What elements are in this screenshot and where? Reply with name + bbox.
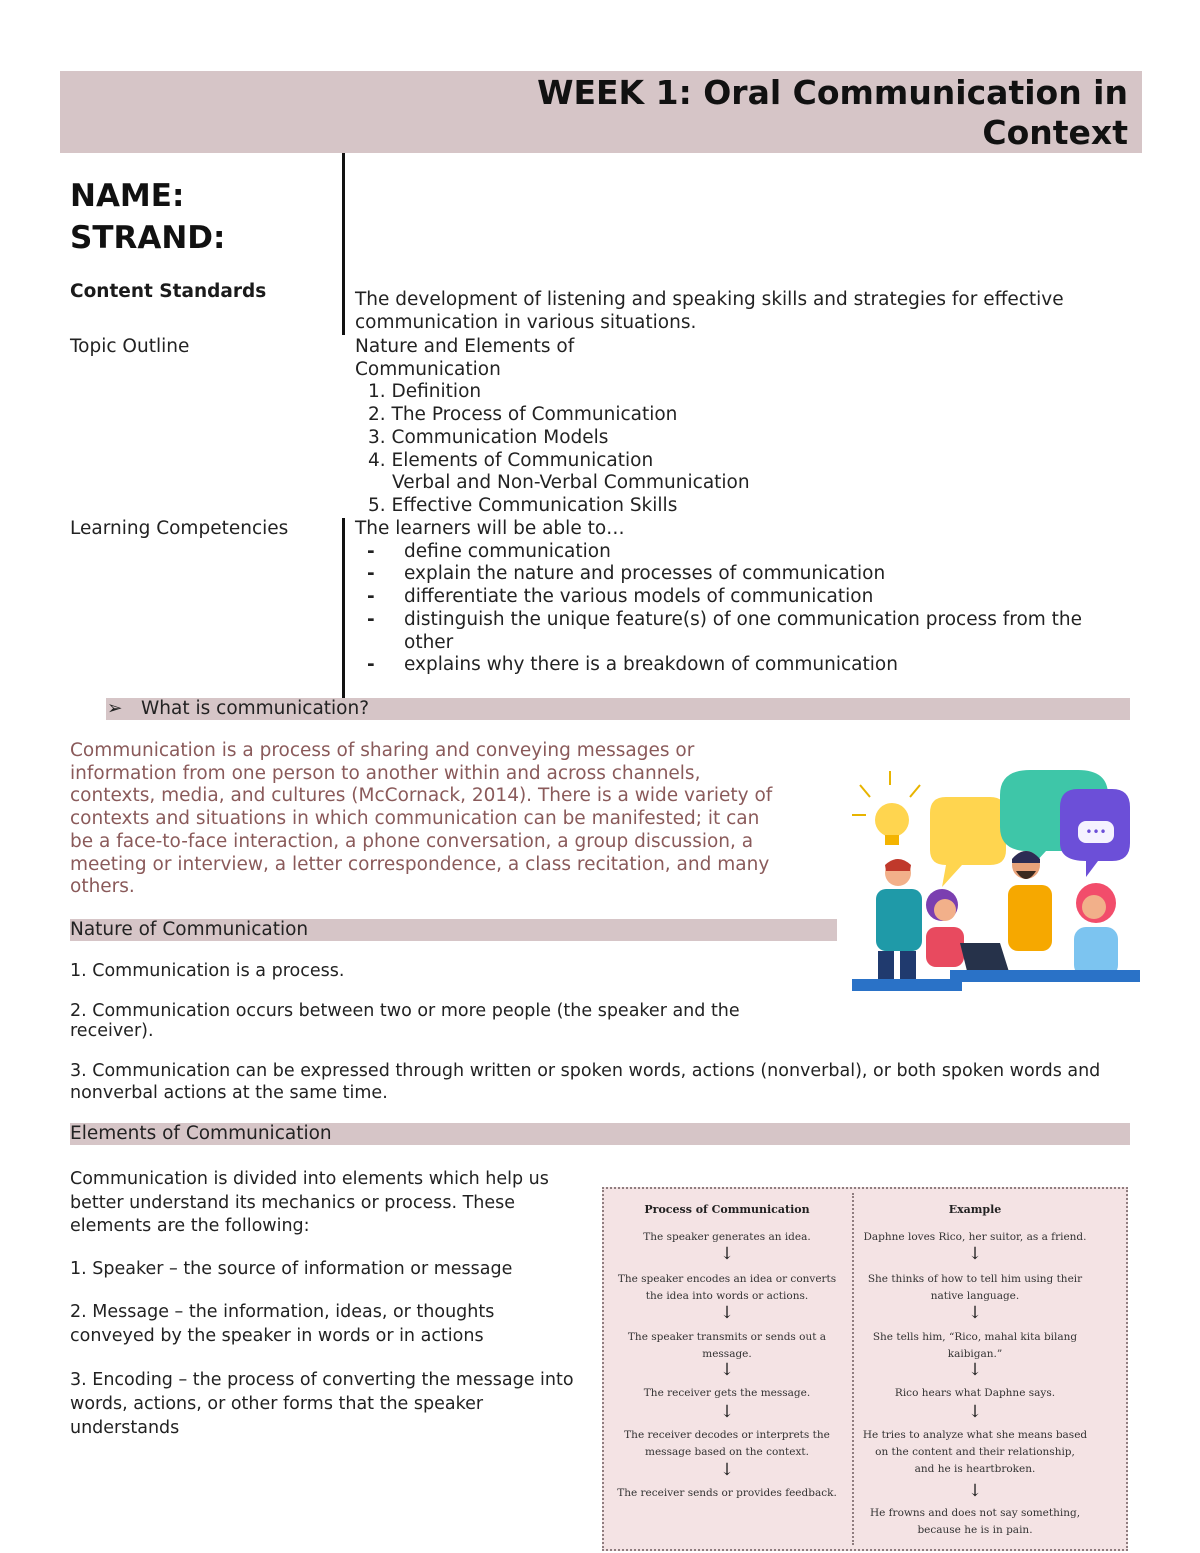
bullet-dash: - [367, 608, 375, 630]
nature-p3-line-2: nonverbal actions at the same time. [70, 1083, 388, 1103]
topic-subitem: Verbal and Non-Verbal Communication [392, 472, 750, 494]
lc-item-text: define communication [404, 540, 611, 562]
down-arrow-icon: ↓ [719, 1360, 735, 1380]
example-step-text: He tries to analyze what she means based [862, 1429, 1088, 1441]
topic-outline [355, 336, 750, 518]
elements-intro-line: better understand its mechanics or process. These [70, 1192, 516, 1213]
process-step-text: The receiver sends or provides feedback. [617, 1487, 837, 1499]
topic-heading-1: Nature and Elements of [355, 336, 575, 357]
bullet-dash: - [367, 654, 375, 676]
bullet-dash: - [367, 563, 375, 585]
process-column-header: Process of Communication [644, 1203, 810, 1216]
example-column [854, 1189, 1096, 1549]
speech-bubble-yellow [930, 797, 1006, 887]
example-step-text: She tells him, “Rico, mahal kita bilang [872, 1331, 1078, 1343]
table-left [852, 979, 962, 991]
process-step-text: The speaker transmits or sends out a [627, 1331, 827, 1343]
topic-item: 4. Elements of Communication [368, 449, 654, 471]
lc-intro: The learners will be able to… [355, 518, 625, 539]
nature-point-1: 1. Communication is a process. [70, 961, 345, 981]
elements-intro [70, 1168, 549, 1239]
content-standards-label: Content Standards [70, 281, 267, 302]
definition-line: Communication is a process of sharing and conveying messages or [70, 740, 695, 761]
content-standards-text [355, 289, 1064, 334]
down-arrow-icon: ↓ [719, 1303, 735, 1323]
cs-line-2: communication in various situations. [355, 311, 697, 333]
element-speaker: 1. Speaker – the source of information or message [70, 1259, 513, 1279]
element-message-line-1: 2. Message – the information, ideas, or thoughts [70, 1302, 495, 1322]
typing-dots: ••• [1085, 825, 1107, 839]
element-message [70, 1300, 494, 1348]
learning-competencies-label: Learning Competencies [70, 518, 289, 539]
elements-intro-line: Communication is divided into elements which help us [70, 1169, 549, 1189]
what-is-communication-band [106, 698, 1130, 720]
column-divider-top [342, 153, 345, 335]
process-of-communication-table [602, 1187, 1128, 1551]
example-step-text: native language. [930, 1290, 1020, 1302]
elements-heading: Elements of Communication [70, 1123, 1130, 1145]
topic-item: 3. Communication Models [368, 426, 609, 448]
bullet-dash: - [367, 540, 375, 562]
name-label: NAME: [70, 178, 185, 214]
nature-p2-line-2: receiver). [70, 1021, 154, 1041]
cs-line-1: The development of listening and speaking skills and strategies for effective [355, 289, 1064, 310]
topic-item: 5. Effective Communication Skills [368, 494, 678, 516]
nature-p2-line-1: 2. Communication occurs between two or more people (the speaker and the [70, 1001, 740, 1021]
nature-p3-line-1: 3. Communication can be expressed through written or spoken words, actions (nonverbal), or both spoken words and [70, 1061, 1101, 1081]
lc-item-text: distinguish the unique feature(s) of one communication process from the [404, 608, 1083, 630]
process-column [604, 1189, 850, 1549]
lc-item-text: differentiate the various models of communication [404, 586, 874, 608]
process-step-text: The receiver decodes or interprets the [624, 1429, 830, 1441]
element-encoding-line-3: understands [70, 1418, 180, 1438]
element-message-line-2: conveyed by the speaker in words or in actions [70, 1326, 484, 1346]
down-arrow-icon: ↓ [967, 1481, 983, 1501]
example-step-text: and he is heartbroken. [914, 1463, 1036, 1475]
down-arrow-icon: ↓ [967, 1244, 983, 1264]
down-arrow-icon: ↓ [719, 1244, 735, 1264]
person-woman-purple-hair [926, 889, 964, 967]
arrow-bullet-icon: ➢ [107, 698, 123, 719]
topic-heading-2: Communication [355, 358, 501, 380]
topic-item: 1. Definition [368, 381, 482, 403]
definition-line: information from one person to another within and across channels, [70, 762, 701, 784]
definition-paragraph [70, 740, 850, 899]
down-arrow-icon: ↓ [719, 1460, 735, 1480]
element-encoding-line-2: words, actions, or other forms that the speaker [70, 1394, 484, 1414]
lc-item [355, 586, 1135, 609]
elements-intro-line: elements are the following: [70, 1216, 310, 1236]
page-title [537, 73, 1128, 153]
lc-item-text: explain the nature and processes of communication [404, 563, 886, 585]
lc-item [355, 563, 1135, 586]
person-bearded-man [1008, 851, 1052, 951]
strand-label: STRAND: [70, 220, 226, 256]
nature-heading: Nature of Communication [70, 919, 837, 941]
example-step-text: kaibigan.” [947, 1348, 1003, 1360]
title-line-1: WEEK 1: Oral Communication in [537, 73, 1128, 112]
lc-item [355, 609, 1135, 632]
definition-line: contexts, media, and cultures (McCornack, 2014). There is a wide variety of [70, 785, 773, 807]
definition-line: contexts and situations in which communication can be manifested; it can [70, 808, 760, 830]
learning-competencies [355, 518, 1135, 677]
process-step-text: message based on the context. [645, 1446, 809, 1458]
lc-item [355, 541, 1135, 564]
down-arrow-icon: ↓ [719, 1402, 735, 1422]
example-column-header: Example [948, 1203, 1002, 1216]
lc-item-continuation: other [404, 631, 454, 653]
lc-item [355, 654, 1135, 677]
definition-line: meeting or interview, a letter correspondence, a class recitation, and many [70, 853, 770, 875]
element-encoding-line-1: 3. Encoding – the process of converting the message into [70, 1370, 574, 1390]
down-arrow-icon: ↓ [967, 1303, 983, 1323]
example-step-text: He frowns and does not say something, [869, 1507, 1081, 1519]
person-woman-red-hair [1074, 883, 1118, 977]
nature-point-2 [70, 1001, 740, 1041]
title-line-2: Context [982, 113, 1128, 152]
column-divider-bottom [342, 518, 345, 698]
team-communication-illustration [850, 765, 1140, 995]
down-arrow-icon: ↓ [967, 1402, 983, 1422]
example-step-text: She thinks of how to tell him using their [867, 1273, 1083, 1285]
topic-item: 2. The Process of Communication [368, 404, 678, 426]
process-step-text: the idea into words or actions. [645, 1290, 809, 1302]
example-step-text: on the content and their relationship, [875, 1446, 1075, 1458]
definition-line: others. [70, 876, 135, 898]
lightbulb-icon [875, 803, 909, 845]
process-step-text: The speaker encodes an idea or converts [617, 1273, 837, 1285]
lc-item-text: explains why there is a breakdown of communication [404, 654, 898, 676]
example-step-text: Daphne loves Rico, her suitor, as a friend. [863, 1231, 1087, 1243]
title-banner [60, 71, 1142, 153]
process-step-text: The speaker generates an idea. [643, 1231, 811, 1243]
person-left [876, 859, 922, 991]
down-arrow-icon: ↓ [967, 1360, 983, 1380]
topic-outline-label: Topic Outline [70, 336, 190, 357]
process-step-text: message. [702, 1348, 752, 1360]
example-step-text: because he is in pain. [917, 1524, 1033, 1536]
process-step-text: The receiver gets the message. [643, 1387, 811, 1399]
what-is-label: What is communication? [141, 698, 370, 719]
bullet-dash: - [367, 586, 375, 608]
nature-point-3 [70, 1060, 1100, 1104]
table-surface [950, 970, 1140, 982]
example-step-text: Rico hears what Daphne says. [894, 1387, 1056, 1399]
element-encoding [70, 1368, 574, 1440]
definition-line: be a face-to-face interaction, a phone conversation, a group discussion, a [70, 830, 754, 852]
